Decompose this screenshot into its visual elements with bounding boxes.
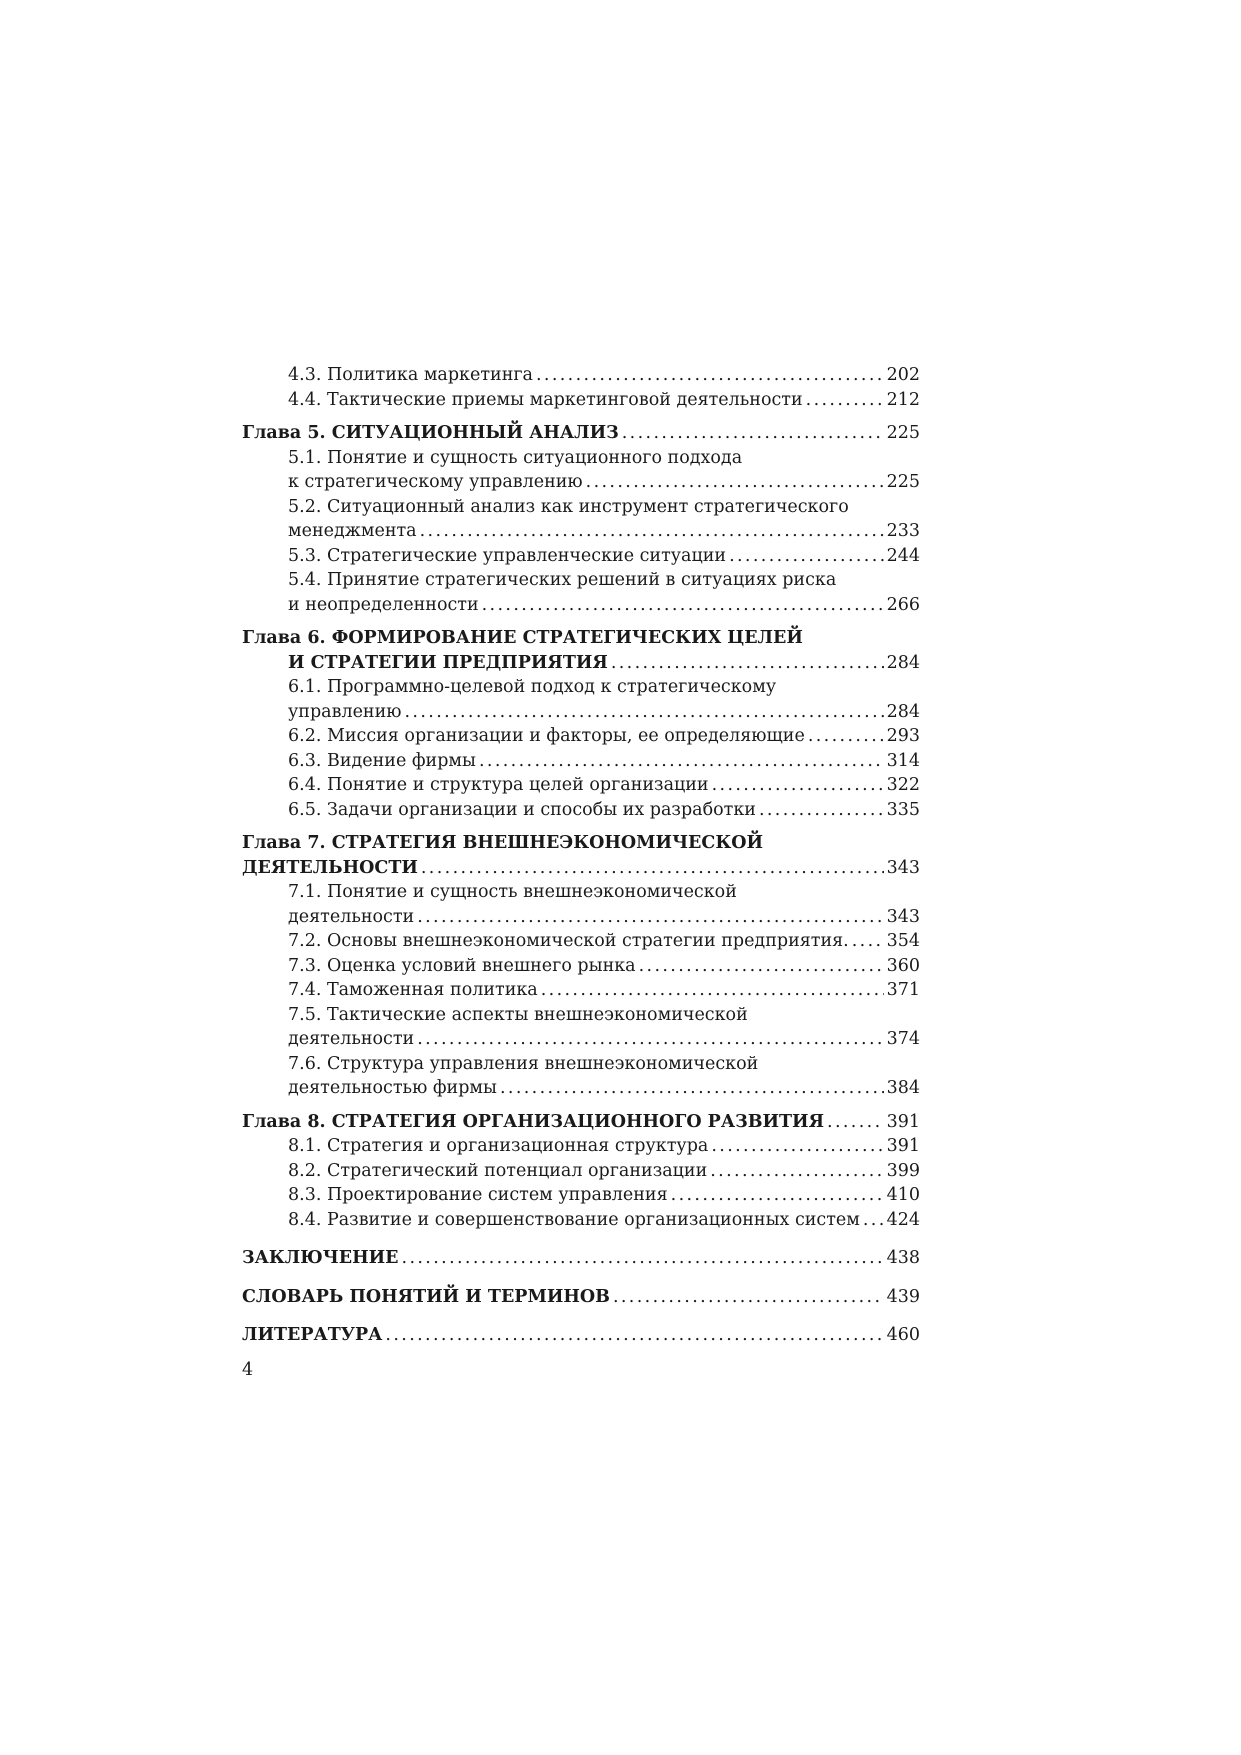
toc-chapter-title: Глава 6. ФОРМИРОВАНИЕ СТРАТЕГИЧЕСКИХ ЦЕЛЕЙ: [242, 628, 803, 648]
toc-page-number: 335: [886, 799, 920, 820]
leader-dots: [639, 954, 884, 979]
toc-entry-title: менеджмента: [288, 521, 417, 541]
table-of-contents: [242, 363, 920, 1348]
toc-page-number: 314: [886, 750, 920, 771]
leader-dots: [712, 773, 884, 798]
toc-entry: [242, 978, 920, 1003]
leader-dots: [536, 363, 884, 388]
toc-entry-title: деятельностью фирмы: [288, 1078, 497, 1098]
toc-entry: [242, 1003, 920, 1028]
leader-dots: [759, 798, 884, 823]
toc-chapter-title: Глава 7. СТРАТЕГИЯ ВНЕШНЕЭКОНОМИЧЕСКОЙ: [242, 833, 764, 853]
leader-dots: [541, 978, 884, 1003]
toc-entry-title: к стратегическому управлению: [288, 472, 583, 492]
toc-entry-title: 7.2. Основы внешнеэкономической стратегии предприятия.: [288, 931, 849, 951]
leader-dots: [479, 749, 884, 774]
toc-entry: [242, 905, 920, 930]
toc-entry: [242, 593, 920, 618]
toc-page-number: 374: [886, 1029, 920, 1049]
leader-dots: [711, 1134, 883, 1159]
toc-entry-title: 6.3. Видение фирмы: [288, 750, 476, 771]
toc-entry-title: 6.5. Задачи организации и способы их разработки: [288, 799, 756, 820]
leader-dots: [482, 593, 884, 618]
toc-page-number: 360: [886, 955, 920, 976]
toc-page-number: 371: [886, 980, 920, 1000]
toc-entry: [242, 1076, 920, 1101]
toc-page-number: 225: [886, 423, 920, 443]
leader-dots: [611, 651, 884, 676]
toc-entry: [242, 700, 920, 725]
toc-entry: [242, 954, 920, 979]
leader-dots: [852, 929, 884, 954]
toc-entry: [242, 1183, 920, 1208]
toc-page-number: 284: [886, 652, 920, 673]
toc-chapter: [242, 1246, 920, 1271]
toc-entry-title: деятельности: [288, 1029, 415, 1049]
toc-entry-title: 7.3. Оценка условий внешнего рынка: [288, 955, 636, 976]
toc-entry: [242, 929, 920, 954]
toc-page-number: 202: [886, 365, 920, 385]
toc-page-number: 322: [886, 775, 920, 795]
toc-page-number: 391: [886, 1136, 920, 1156]
toc-entry: [242, 470, 920, 495]
toc-chapter-title: И СТРАТЕГИИ ПРЕДПРИЯТИЯ: [288, 652, 608, 673]
toc-entry-title: 8.1. Стратегия и организационная структура: [288, 1136, 709, 1156]
toc-chapter: [242, 831, 920, 856]
toc-chapter-title: СЛОВАРЬ ПОНЯТИЙ И ТЕРМИНОВ: [242, 1286, 610, 1307]
toc-entry-title: 6.1. Программно-целевой подход к стратегическому: [288, 677, 777, 697]
leader-dots: [729, 544, 884, 569]
toc-page-number: 384: [886, 1078, 920, 1098]
leader-dots: [863, 1208, 884, 1233]
toc-chapter: [242, 1110, 920, 1135]
toc-page-number: 354: [886, 931, 920, 951]
leader-dots: [671, 1183, 884, 1208]
toc-entry-title: 6.4. Понятие и структура целей организации: [288, 775, 709, 795]
toc-chapter: [242, 1285, 920, 1310]
toc-entry: [242, 519, 920, 544]
toc-entry-title: 7.6. Структура управления внешнеэкономической: [288, 1053, 759, 1074]
toc-chapter-title: ДЕЯТЕЛЬНОСТИ: [242, 857, 418, 878]
toc-page-number: 410: [886, 1185, 920, 1205]
toc-page-number: 233: [886, 521, 920, 541]
leader-dots: [827, 1110, 884, 1135]
toc-chapter: [242, 626, 920, 651]
toc-entry: [242, 1027, 920, 1052]
toc-entry: [242, 798, 920, 823]
toc-entry-title: 8.4. Развитие и совершенствование организационных систем: [288, 1209, 860, 1230]
page-number: 4: [242, 1360, 254, 1380]
toc-page-number: 284: [886, 701, 920, 722]
leader-dots: [402, 1246, 884, 1271]
toc-entry-title: 7.1. Понятие и сущность внешнеэкономической: [288, 882, 737, 902]
toc-entry: [242, 1208, 920, 1233]
leader-dots: [710, 1159, 883, 1184]
toc-entry: [242, 388, 920, 413]
leader-dots: [808, 724, 884, 749]
leader-dots: [405, 700, 884, 725]
toc-chapter: [242, 856, 920, 881]
toc-entry-title: 7.4. Таможенная политика: [288, 980, 538, 1000]
toc-entry-title: 4.4. Тактические приемы маркетинговой деятельности: [288, 389, 803, 410]
toc-entry-title: 5.4. Принятие стратегических решений в ситуациях риска: [288, 570, 837, 590]
toc-entry: [242, 446, 920, 471]
toc-page-number: 391: [886, 1111, 920, 1132]
toc-chapter: [242, 651, 920, 676]
toc-entry-title: 7.5. Тактические аспекты внешнеэкономической: [288, 1004, 748, 1025]
toc-entry-title: 8.2. Стратегический потенциал организации: [288, 1160, 708, 1181]
toc-page-number: 293: [886, 726, 920, 746]
toc-page-number: 343: [886, 857, 920, 878]
toc-entry: [242, 724, 920, 749]
toc-entry: [242, 749, 920, 774]
toc-entry: [242, 363, 920, 388]
toc-entry-title: 4.3. Политика маркетинга: [288, 365, 533, 385]
toc-chapter-title: Глава 8. СТРАТЕГИЯ ОРГАНИЗАЦИОННОГО РАЗВИТИЯ: [242, 1111, 825, 1132]
leader-dots: [500, 1076, 884, 1101]
toc-entry-title: 5.3. Стратегические управленческие ситуации: [288, 545, 727, 566]
leader-dots: [613, 1285, 884, 1310]
leader-dots: [385, 1323, 883, 1348]
toc-entry: [242, 1134, 920, 1159]
leader-dots: [586, 470, 884, 495]
toc-entry: [242, 568, 920, 593]
toc-page-number: 439: [886, 1286, 920, 1307]
toc-entry: [242, 495, 920, 520]
leader-dots: [421, 856, 884, 881]
toc-entry: [242, 880, 920, 905]
toc-entry: [242, 1052, 920, 1077]
toc-chapter-title: Глава 5. СИТУАЦИОННЫЙ АНАЛИЗ: [242, 423, 619, 443]
toc-entry: [242, 675, 920, 700]
toc-entry-title: 5.2. Ситуационный анализ как инструмент стратегического: [288, 496, 849, 517]
toc-entry-title: 5.1. Понятие и сущность ситуационного подхода: [288, 447, 743, 468]
toc-entry-title: 6.2. Миссия организации и факторы, ее определяющие: [288, 726, 805, 746]
toc-entry: [242, 1159, 920, 1184]
leader-dots: [420, 519, 884, 544]
toc-entry-title: управлению: [288, 701, 402, 722]
leader-dots: [417, 905, 883, 930]
toc-page-number: 244: [886, 545, 920, 566]
toc-entry-title: и неопределенности: [288, 594, 479, 615]
toc-page-number: 343: [886, 906, 920, 927]
toc-entry-title: 8.3. Проектирование систем управления: [288, 1185, 668, 1205]
leader-dots: [806, 388, 884, 413]
toc-page-number: 212: [886, 389, 920, 410]
toc-entry: [242, 773, 920, 798]
toc-entry-title: деятельности: [288, 906, 415, 927]
toc-page-number: 424: [886, 1209, 920, 1230]
toc-page-number: 225: [886, 472, 920, 492]
leader-dots: [417, 1027, 883, 1052]
toc-page-number: 460: [886, 1325, 920, 1345]
toc-page-number: 399: [886, 1160, 920, 1181]
toc-page-number: 266: [886, 594, 920, 615]
toc-chapter-title: ЗАКЛЮЧЕНИЕ: [242, 1248, 399, 1268]
leader-dots: [622, 421, 884, 446]
toc-chapter: [242, 1323, 920, 1348]
toc-entry: [242, 544, 920, 569]
toc-page-number: 438: [886, 1248, 920, 1268]
toc-chapter-title: ЛИТЕРАТУРА: [242, 1325, 383, 1345]
toc-chapter: [242, 421, 920, 446]
